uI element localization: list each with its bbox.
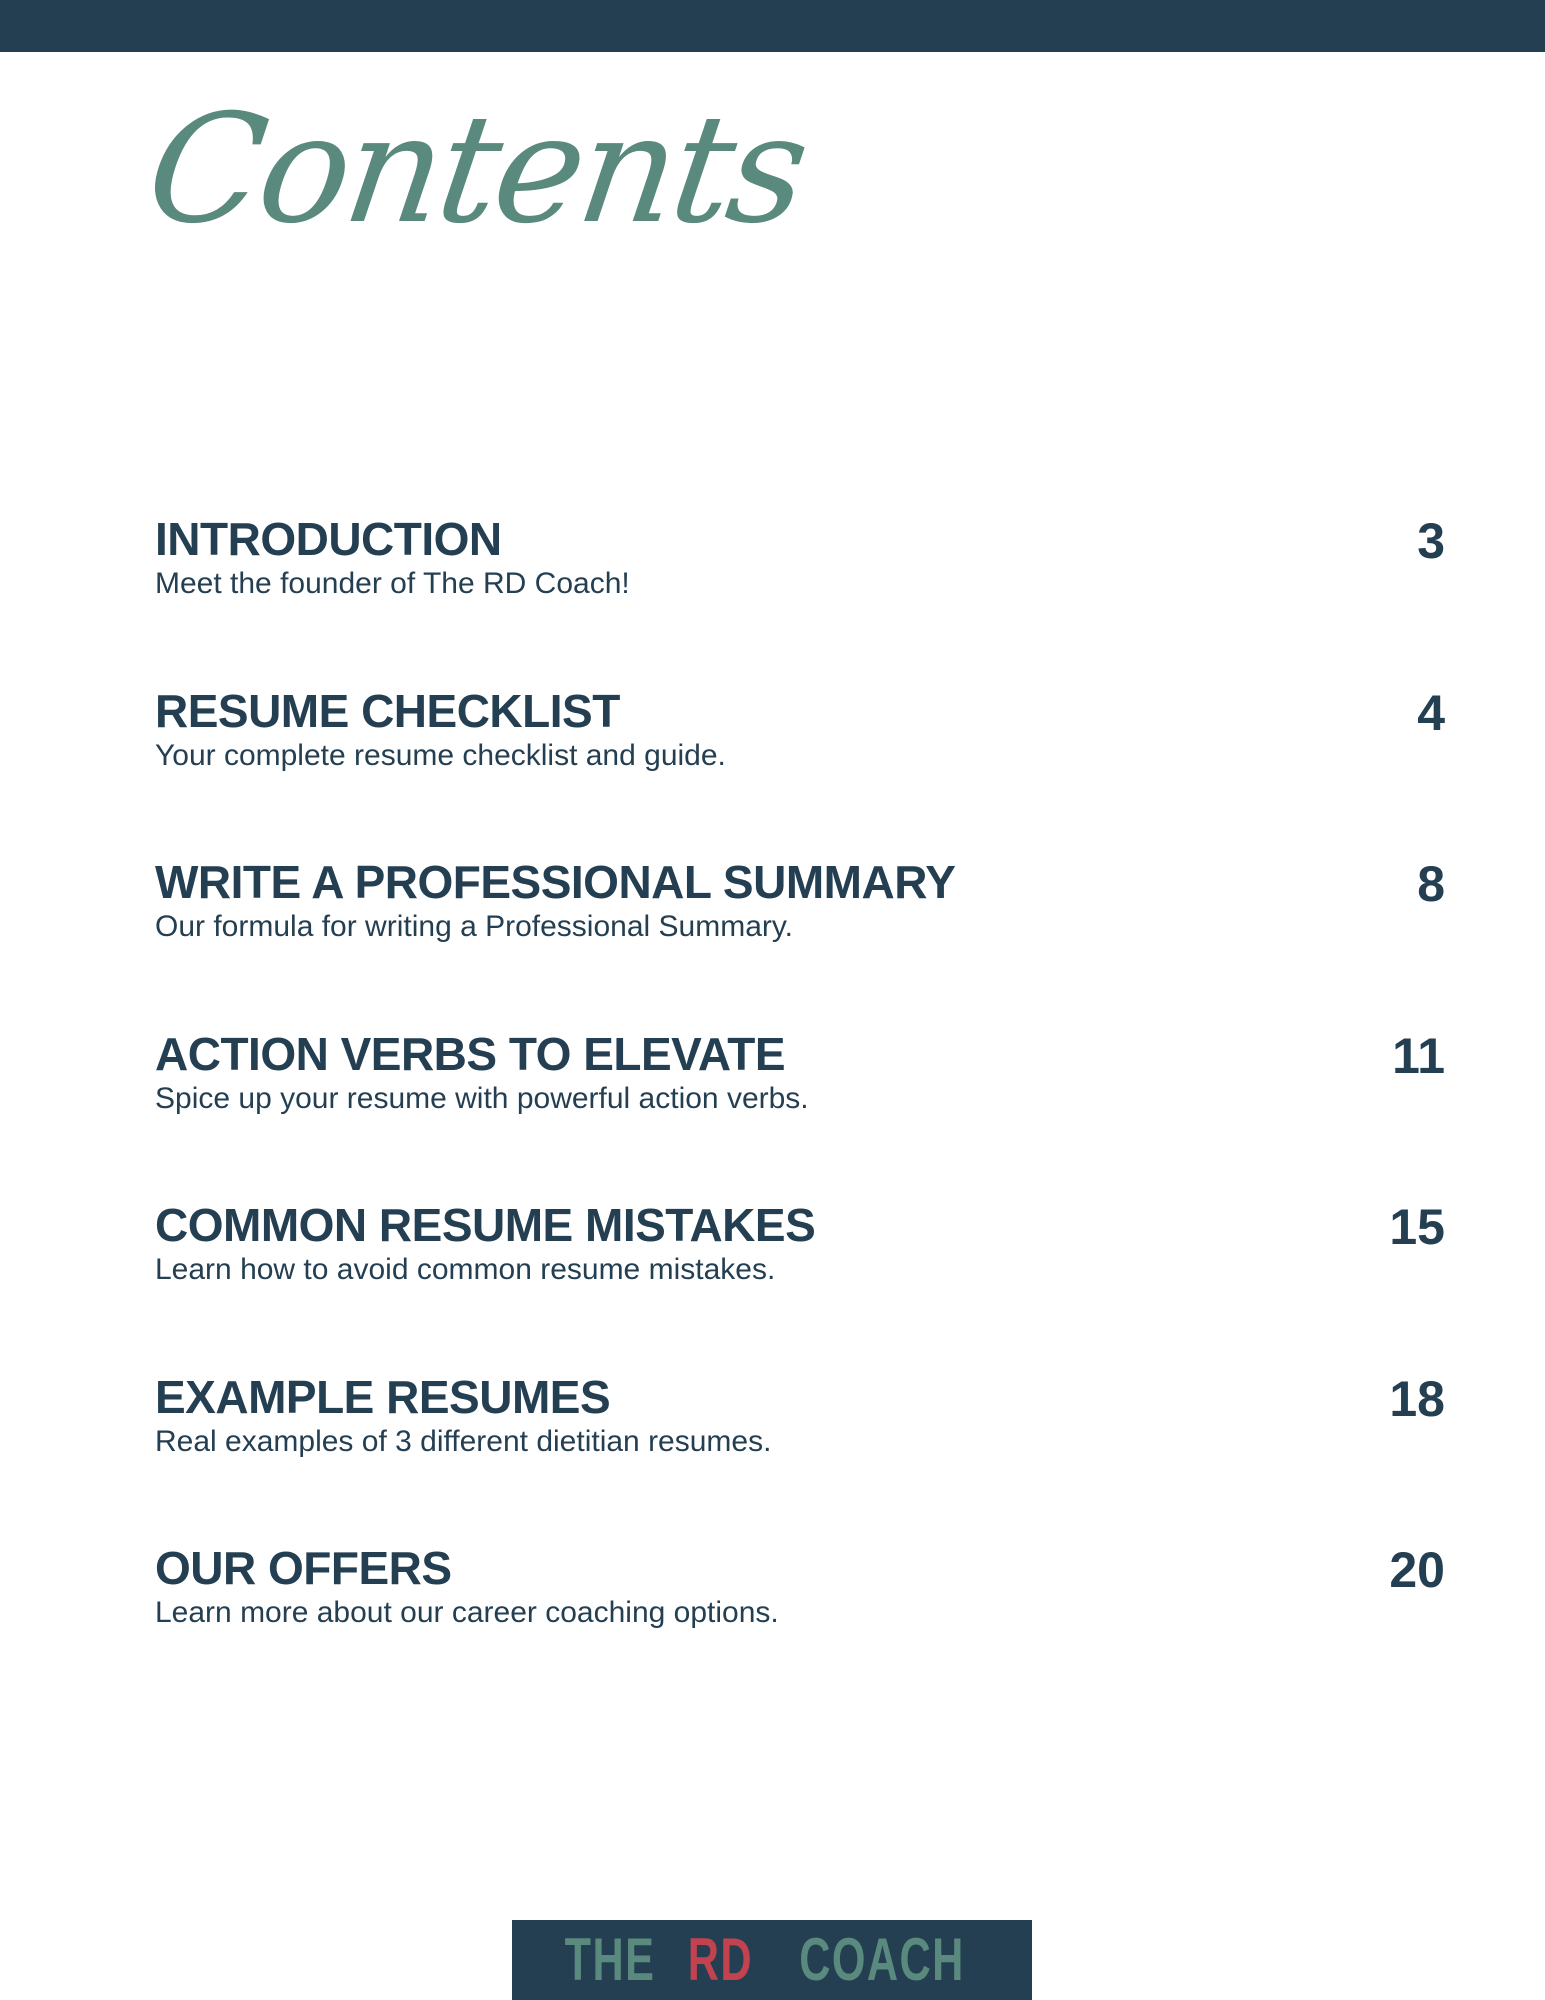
toc-description: Learn how to avoid common resume mistakes.	[155, 1253, 776, 1286]
brand-logo	[512, 1920, 1032, 2000]
toc-page-number: 4	[1417, 684, 1445, 741]
brand-word-the: THE	[564, 1926, 656, 1993]
toc-heading: INTRODUCTION	[155, 513, 502, 565]
toc-heading: EXAMPLE RESUMES	[155, 1370, 611, 1423]
toc-heading: ACTION VERBS TO ELEVATE	[155, 1027, 786, 1080]
toc-description: Learn more about our career coaching options.	[155, 1596, 779, 1629]
toc-page-number: 11	[1392, 1027, 1445, 1084]
toc-entry-our-offers[interactable]	[155, 1539, 1450, 1711]
toc-entry-introduction[interactable]	[155, 510, 1450, 682]
toc-entry-professional-summary[interactable]	[155, 853, 1450, 1025]
toc-page-number: 18	[1389, 1370, 1445, 1427]
table-of-contents	[155, 510, 1450, 1711]
toc-description: Real examples of 3 different dietitian resumes.	[155, 1424, 772, 1458]
toc-page-number: 15	[1389, 1199, 1445, 1255]
toc-page-number: 8	[1417, 856, 1445, 912]
toc-page-number: 3	[1417, 513, 1445, 569]
toc-entry-common-mistakes[interactable]	[155, 1196, 1450, 1368]
toc-description: Your complete resume checklist and guide.	[155, 738, 726, 772]
toc-page-number: 20	[1389, 1542, 1445, 1598]
page-title: Contents	[137, 83, 815, 257]
toc-entry-resume-checklist[interactable]	[155, 682, 1450, 854]
toc-heading: COMMON RESUME MISTAKES	[155, 1199, 816, 1251]
top-bar	[0, 0, 1545, 52]
toc-entry-action-verbs[interactable]	[155, 1025, 1450, 1197]
toc-entry-example-resumes[interactable]	[155, 1368, 1450, 1540]
toc-description: Our formula for writing a Professional Summary.	[155, 910, 793, 943]
brand-word-rd: RD	[687, 1926, 753, 1993]
toc-description: Spice up your resume with powerful action verbs.	[155, 1081, 809, 1115]
toc-heading: OUR OFFERS	[155, 1542, 452, 1594]
toc-heading: RESUME CHECKLIST	[155, 684, 620, 737]
toc-description: Meet the founder of The RD Coach!	[155, 567, 630, 600]
brand-word-coach: COACH	[799, 1926, 966, 1993]
toc-heading: WRITE A PROFESSIONAL SUMMARY	[155, 856, 956, 908]
